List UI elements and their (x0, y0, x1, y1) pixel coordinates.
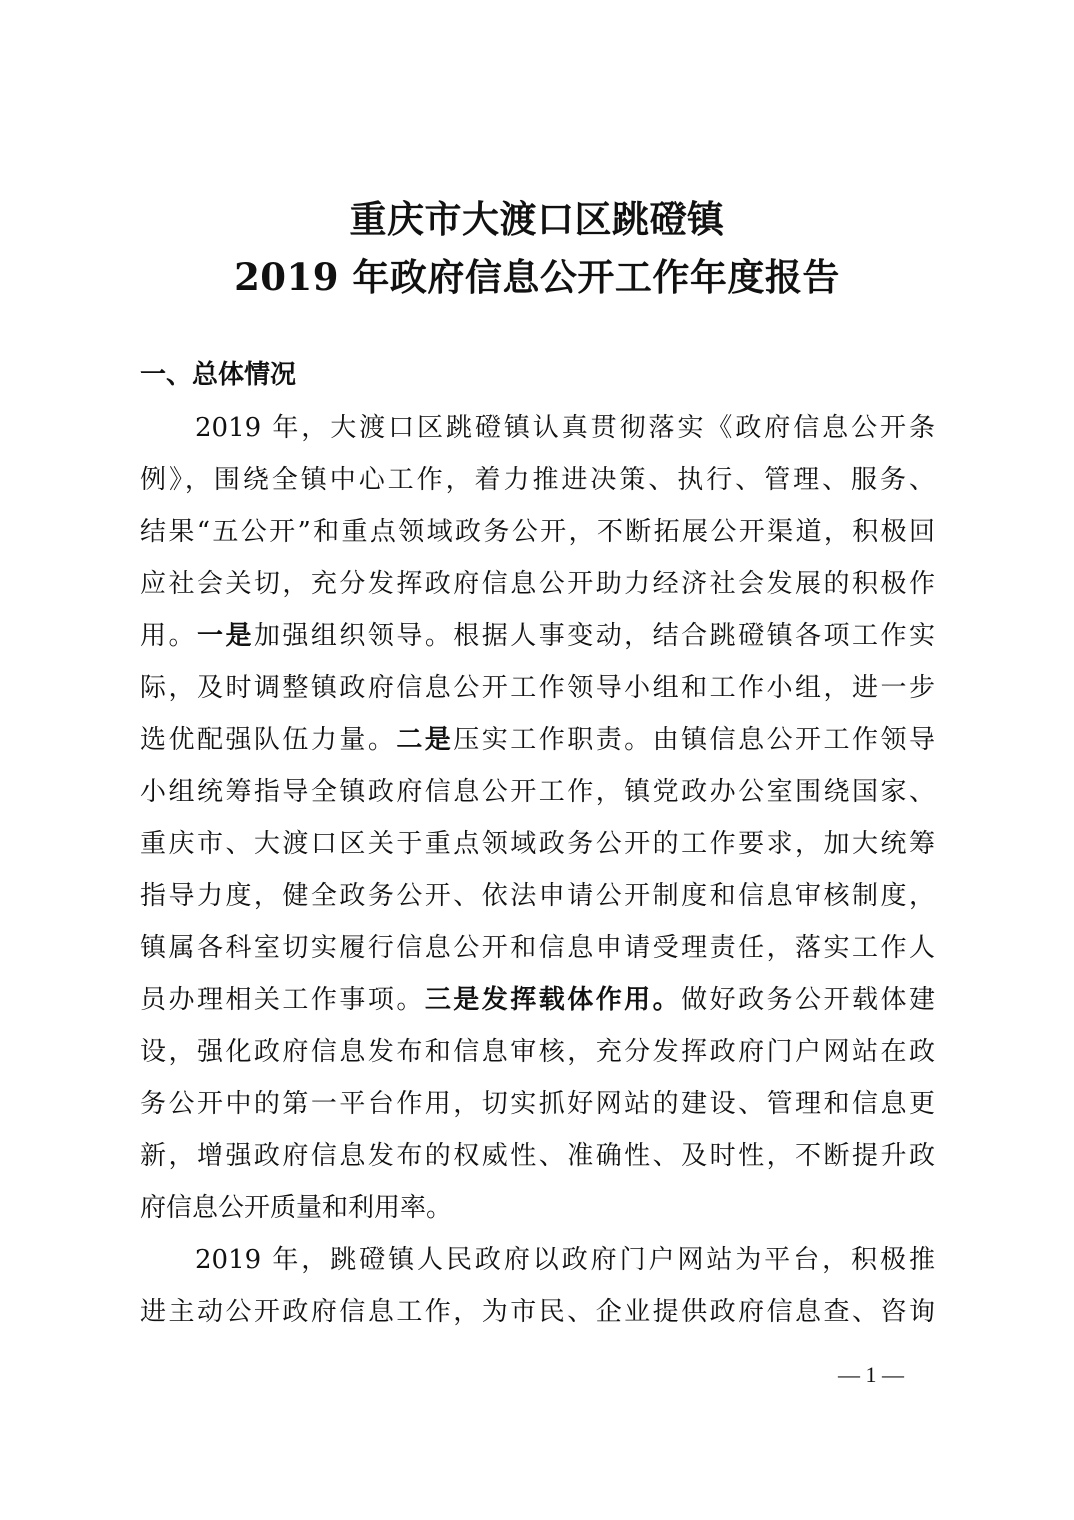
body-text: 例》，围绕全镇中心工作，着力推进决策、执行、管理、服务、 (140, 465, 935, 495)
body-text: 府信息公开质量和利用率。 (140, 1193, 453, 1223)
paragraph-overview-line (140, 1184, 935, 1232)
body-text: 小组统筹指导全镇政府信息公开工作，镇党政办公室围绕国家、 (140, 777, 935, 807)
document-title-line-1: 重庆市大渡口区跳磴镇 (349, 197, 725, 241)
paragraph-overview-line (140, 456, 935, 504)
paragraph-overview-line (140, 1132, 935, 1180)
emphasis-text: 二是 (396, 725, 454, 755)
body-text: 指导力度，健全政务公开、依法申请公开制度和信息审核制度， (140, 881, 935, 911)
body-text: 镇属各科室切实履行信息公开和信息申请受理责任，落实工作人 (140, 933, 935, 963)
body-text: 做好政务公开载体建 (681, 985, 935, 1015)
body-text: 加强组织领导。根据人事变动，结合跳磴镇各项工作实 (253, 621, 935, 651)
paragraph-overview-line (140, 1028, 935, 1076)
paragraph-overview-line (140, 664, 935, 712)
section-heading-overview: 一、总体情况 (140, 360, 297, 390)
body-text: 设，强化政府信息发布和信息审核，充分发挥政府门户网站在政 (140, 1037, 935, 1067)
paragraph-active-disclosure-line (140, 1288, 935, 1336)
paragraph-overview-line (140, 924, 935, 972)
body-text: 结果“五公开”和重点领域政务公开，不断拓展公开渠道，积极回 (140, 517, 935, 547)
paragraph-overview-line (140, 1080, 935, 1128)
body-text: 应社会关切，充分发挥政府信息公开助力经济社会发展的积极作 (140, 569, 935, 599)
paragraph-overview-line (140, 612, 935, 660)
body-text: 用。 (140, 621, 197, 651)
paragraph-overview-line (140, 716, 935, 764)
body-text: 际，及时调整镇政府信息公开工作领导小组和工作小组，进一步 (140, 673, 935, 703)
body-text: 选优配强队伍力量。 (140, 725, 397, 755)
body-text: 重庆市、大渡口区关于重点领域政务公开的工作要求，加大统筹 (140, 829, 935, 859)
body-text: 务公开中的第一平台作用，切实抓好网站的建设、管理和信息更 (140, 1089, 935, 1119)
paragraph-overview-line (195, 404, 935, 452)
body-text: 2019 年，大渡口区跳磴镇认真贯彻落实《政府信息公开条 (195, 413, 935, 443)
body-text: 进主动公开政府信息工作，为市民、企业提供政府信息查、咨询 (140, 1297, 935, 1327)
document-title-line-2: 2019 年政府信息公开工作年度报告 (234, 255, 840, 299)
page-number: — 1 — (838, 1362, 904, 1387)
emphasis-text: 三是发挥载体作用。 (424, 985, 682, 1015)
paragraph-overview-line (140, 560, 935, 608)
body-text: 新，增强政府信息发布的权威性、准确性、及时性，不断提升政 (140, 1141, 935, 1171)
paragraph-overview-line (140, 976, 935, 1024)
emphasis-text: 一是 (196, 621, 254, 651)
body-text: 压实工作职责。由镇信息公开工作领导 (453, 725, 935, 755)
paragraph-active-disclosure-line (195, 1236, 935, 1284)
paragraph-overview-line (140, 872, 935, 920)
paragraph-overview-line (140, 508, 935, 556)
body-text: 员办理相关工作事项。 (140, 985, 425, 1015)
body-text: 2019 年，跳磴镇人民政府以政府门户网站为平台，积极推 (195, 1245, 935, 1275)
paragraph-overview-line (140, 768, 935, 816)
paragraph-overview-line (140, 820, 935, 868)
